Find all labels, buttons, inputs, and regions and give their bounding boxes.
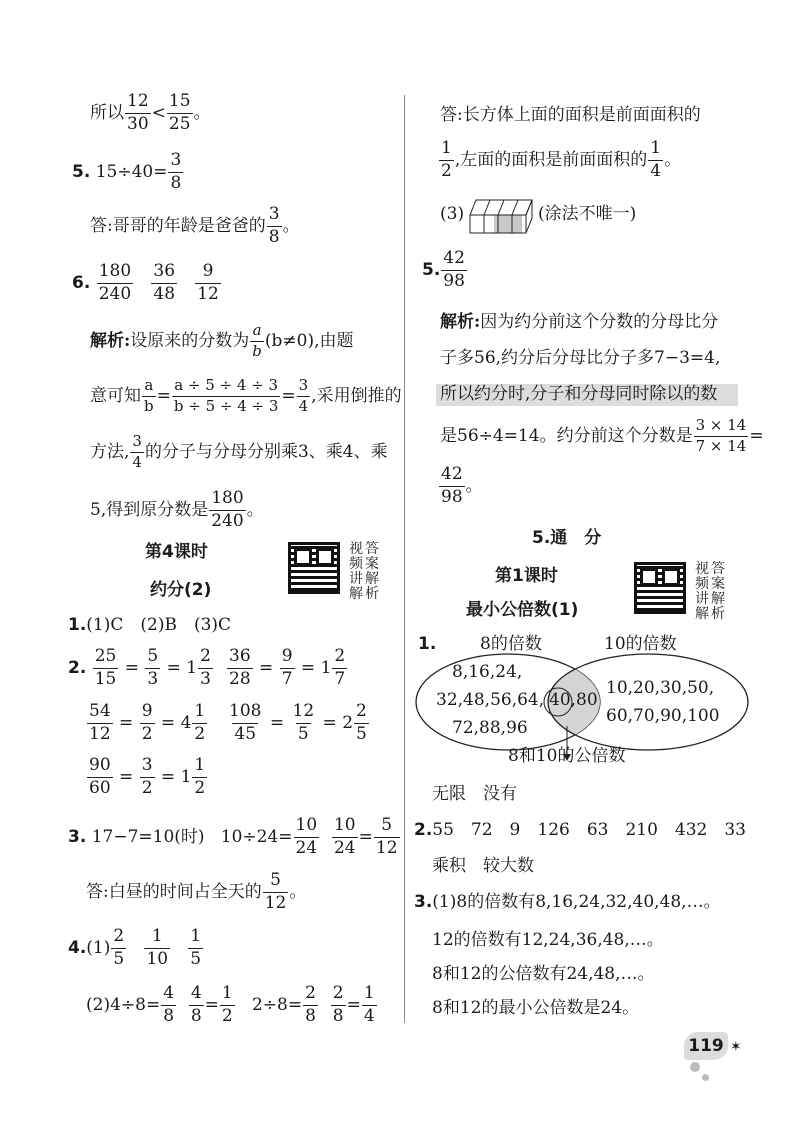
right-explanation-1: 解析:因为约分前这个分数的分母比分: [440, 312, 719, 332]
section-q2-row1a: 2. $\frac{25}{15}$ = $\frac{5}{3}$ = 1 $\frac{2}{3}$: [68, 646, 211, 689]
right-explanation-2: 子多56,约分后分母比分子多7−3=4,: [440, 348, 721, 368]
section-q3: 3. 17−7=10(时) 10÷24= $\frac{10}{24}$ $\frac{10}{24}$ = $\frac{5}{12}$: [68, 815, 398, 858]
venn-question-number: 1.: [418, 634, 437, 654]
section-q2-row2b: $\frac{108}{45}$ = $\frac{12}{5}$ = 2 $\frac{2}{5}$: [229, 701, 367, 744]
right-qr-code[interactable]: [634, 562, 686, 614]
section-q1: 1.(1)C (2)B (3)C: [68, 615, 232, 635]
qr-code[interactable]: [288, 542, 340, 594]
venn-answer: 无限 没有: [432, 784, 517, 804]
right-explanation-5: $\frac{42}{98}$ 。: [441, 464, 483, 507]
star-icon: ✶: [730, 1039, 742, 1055]
right-answer-line-1: 答:长方体上面的面积是前面面积的: [440, 105, 701, 125]
right-lesson-title: 第1课时: [495, 566, 558, 586]
right-question-3-line: 8和12的公倍数有24,48,…。: [432, 964, 655, 984]
right-part-3-note: (涂法不唯一): [538, 204, 637, 224]
section-q4: 4.(1) $\frac{2}{5}$ $\frac{1}{10}$ $\frac{1}{5}$: [68, 926, 202, 969]
q6-explanation-2: 意可知 $\frac{a}{b}$ = $\frac{a \div 5 \div 4 \div 3}{b \div 5 \div 4 \div 3}$ = $\frac{3}{4}$ ,采用倒推的: [90, 376, 402, 415]
cuboid-figure: [466, 196, 536, 236]
venn-right-row: 60,70,90,100: [606, 706, 720, 726]
column-divider: [404, 95, 405, 1023]
section-title: 5.通 分: [532, 528, 602, 548]
right-topic-title: 最小公倍数(1): [466, 600, 579, 620]
left-line-1: 所以 $\frac{12}{30}$ < $\frac{15}{25}$ 。: [90, 91, 211, 134]
q6-explanation-3: 方法, $\frac{3}{4}$ 的分子与分母分别乘3、乘4、乘: [90, 432, 388, 471]
right-answer-line-2: $\frac{1}{2}$ ,左面的面积是前面面积的 $\frac{1}{4}$ 。: [441, 138, 682, 181]
qr-label: 视 答 频 案 讲 解 解 析: [349, 541, 379, 602]
page-number: 119: [684, 1032, 728, 1060]
decor-dot-icon: [702, 1074, 709, 1081]
question-5: 5. 15÷40= $\frac{3}{8}$: [72, 150, 182, 193]
right-question-3-line: 12的倍数有12,24,36,48,…。: [432, 930, 664, 950]
venn-left-row: 8,16,24,: [452, 662, 523, 682]
question-5-answer: 答:哥哥的年龄是爸爸的 $\frac{3}{8}$ 。: [90, 204, 300, 247]
right-question-5: 5. $\frac{42}{98}$: [422, 248, 465, 291]
right-question-3: 3.(1)8的倍数有8,16,24,32,40,48,…。: [414, 892, 721, 912]
venn-bottom-label: 8和10的公倍数: [508, 746, 626, 766]
right-question-3-line: 8和12的最小公倍数是24。: [432, 998, 640, 1018]
section-q3-answer: 答:白昼的时间占全天的 $\frac{5}{12}$ 。: [86, 870, 307, 913]
section-q2-row2a: $\frac{54}{12}$ = $\frac{9}{2}$ = 4 $\frac{1}{2}$: [89, 701, 206, 744]
right-explanation-3: 所以约分时,分子和分母同时除以的数: [440, 384, 718, 404]
section-q2-row3a: $\frac{90}{60}$ = $\frac{3}{2}$ = 1 $\frac{1}{2}$: [89, 755, 206, 798]
venn-common: 40,80: [549, 690, 598, 710]
right-explanation-4: 是56÷4=14。约分前这个分数是 $\frac{3 \times 14}{7 \times 14}$ =: [440, 416, 764, 455]
question-6: 6. $\frac{180}{240}$ $\frac{36}{48}$ $\frac{9}{12}$: [72, 261, 219, 304]
q6-explanation-4: 5,得到原分数是 $\frac{180}{240}$ 。: [90, 488, 264, 531]
right-part-3: (3): [440, 204, 465, 224]
lesson-title: 第4课时: [145, 542, 208, 562]
venn-left-row: 32,48,56,64,: [436, 690, 545, 710]
q6-explanation-1: 解析:设原来的分数为 $\frac{a}{b}$ (b≠0),由题: [90, 321, 354, 360]
venn-right-title: 10的倍数: [604, 634, 677, 654]
right-question-2b: 乘积 较大数: [432, 856, 534, 876]
section-q2-row1b: $\frac{36}{28}$ = $\frac{9}{7}$ = 1 $\frac{2}{7}$: [229, 646, 346, 689]
venn-left-row: 72,88,96: [452, 718, 528, 738]
decor-dot-icon: [690, 1062, 700, 1072]
right-question-2: 2.55 72 9 126 63 210 432 33: [414, 820, 746, 840]
right-qr-label: 视 答 频 案 讲 解 解 析: [695, 561, 725, 622]
topic-title: 约分(2): [150, 580, 212, 600]
section-q4-part2: (2)4÷8= $\frac{4}{8}$ $\frac{4}{8}$ = $\frac{1}{2}$ 2÷8= $\frac{2}{8}$ $\frac{2}{8}$ = $\frac{1}{4}$: [86, 983, 375, 1026]
venn-left-title: 8的倍数: [480, 634, 542, 654]
venn-right-row: 10,20,30,50,: [606, 678, 715, 698]
